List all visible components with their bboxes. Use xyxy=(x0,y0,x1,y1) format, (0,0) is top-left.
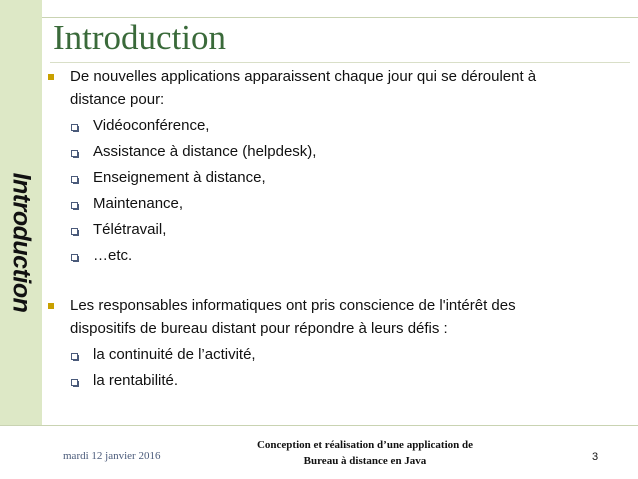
sub-bullet-marker xyxy=(71,202,78,209)
slide-title: Introduction xyxy=(53,18,227,57)
footer-date: mardi 12 janvier 2016 xyxy=(63,450,161,462)
footer-title xyxy=(220,437,510,469)
sub-bullet-marker xyxy=(71,176,78,183)
sub-item: la continuité de l’activité, xyxy=(93,346,256,363)
sub-item: …etc. xyxy=(93,247,133,264)
side-title xyxy=(1,172,41,312)
sub-item: la rentabilité. xyxy=(93,372,179,389)
sub-item: Enseignement à distance, xyxy=(93,169,266,186)
bullet-1-line-2: distance pour: xyxy=(70,91,165,108)
sub-bullet-marker xyxy=(71,150,78,157)
page-number: 3 xyxy=(592,451,599,463)
bullet-marker xyxy=(48,303,54,309)
bullet-2-line-2: dispositifs de bureau distant pour répondre à leurs défis : xyxy=(70,320,448,337)
footer-title-line-2: Bureau à distance en Java xyxy=(303,455,427,467)
footer-title-line-1: Conception et réalisation d’une application de xyxy=(256,439,474,451)
sub-bullet-marker xyxy=(71,124,78,131)
sub-bullet-marker xyxy=(71,353,78,360)
title-divider xyxy=(50,62,630,63)
sub-bullet-marker xyxy=(71,379,78,386)
sub-item: Assistance à distance (helpdesk), xyxy=(93,143,317,160)
bullet-marker xyxy=(48,74,54,80)
sub-item: Maintenance, xyxy=(93,195,184,212)
footer-divider xyxy=(0,425,638,426)
sub-bullet-marker xyxy=(71,254,78,261)
bullet-2-line-1: Les responsables informatiques ont pris conscience de l'intérêt des xyxy=(70,297,516,314)
bullet-1-line-1: De nouvelles applications apparaissent chaque jour qui se déroulent à xyxy=(70,68,537,85)
side-title-text: Introduction xyxy=(7,172,36,312)
sub-bullet-marker xyxy=(71,228,78,235)
sub-item: Vidéoconférence, xyxy=(93,117,210,134)
sub-item: Télétravail, xyxy=(93,221,167,238)
